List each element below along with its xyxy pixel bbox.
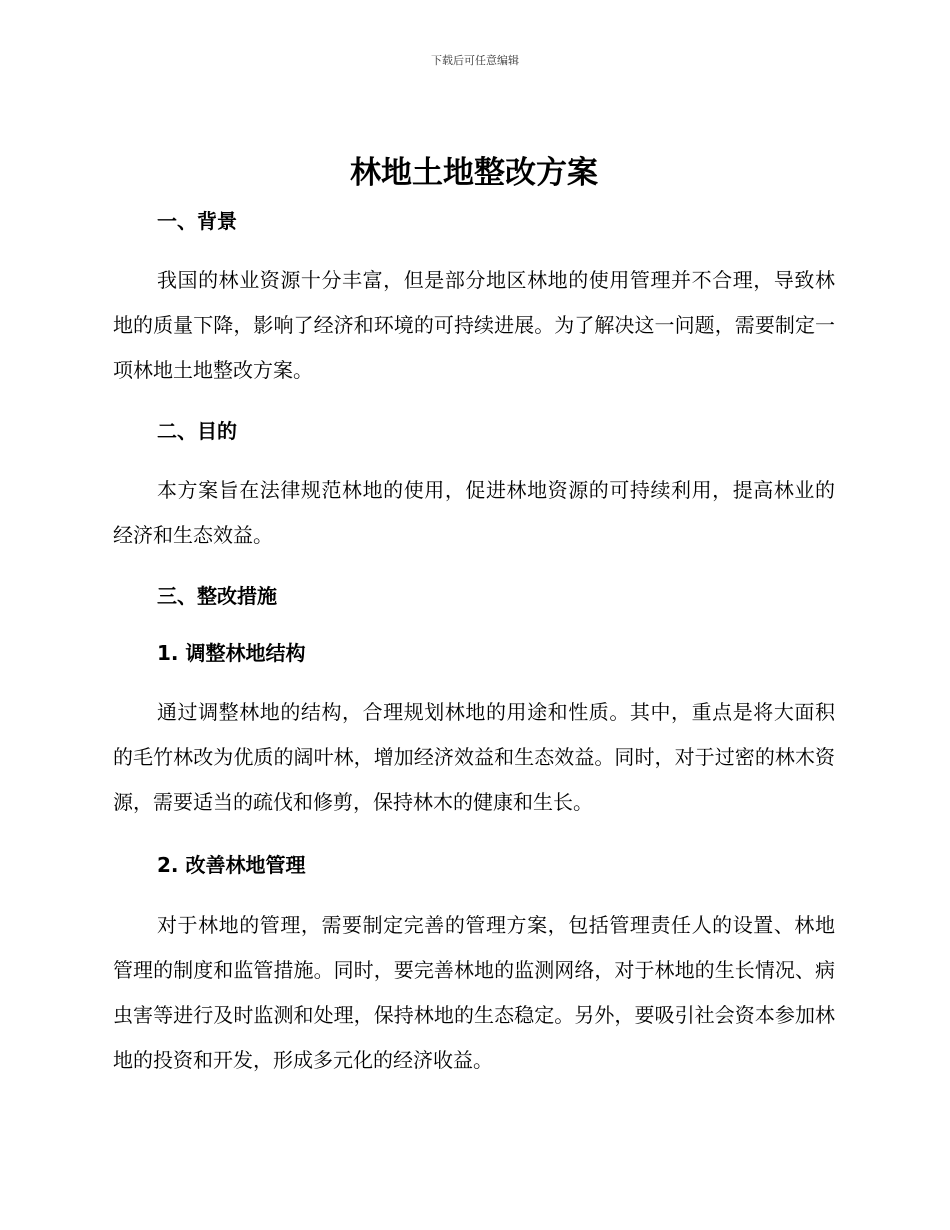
section-heading-background: 一、背景 xyxy=(157,209,237,233)
section-paragraph-background: 我国的林业资源十分丰富，但是部分地区林地的使用管理并不合理，导致林地的质量下降，影响了经济和环境的可持续进展。为了解决这一问题，需要制定一项林地土地整改方案。 xyxy=(113,268,835,382)
section-heading-purpose: 二、目的 xyxy=(157,419,237,443)
subsection-paragraph-improve-management: 对于林地的管理，需要制定完善的管理方案，包括管理责任人的设置、林地管理的制度和监管措施。同时，要完善林地的监测网络，对于林地的生长情况、病虫害等进行及时监测和处理，保持林地的生态稳定。另外，要吸引社会资本参加林地的投资和开发，形成多元化的经济收益。 xyxy=(113,913,835,1072)
subsection-heading-adjust-structure: 1. 调整林地结构 xyxy=(157,641,306,665)
subsection-paragraph-adjust-structure: 通过调整林地的结构，合理规划林地的用途和性质。其中，重点是将大面积的毛竹林改为优质的阔叶林，增加经济效益和生态效益。同时，对于过密的林木资源，需要适当的疏伐和修剪，保持林木的健康和生长。 xyxy=(113,700,835,814)
document-body xyxy=(113,150,835,1083)
subsection-heading-improve-management: 2. 改善林地管理 xyxy=(157,853,306,877)
page-header-note: 下载后可任意编辑 xyxy=(431,54,519,67)
section-heading-measures: 三、整改措施 xyxy=(157,584,277,608)
document-title: 林地土地整改方案 xyxy=(350,155,598,191)
section-paragraph-purpose: 本方案旨在法律规范林地的使用，促进林地资源的可持续利用，提高林业的经济和生态效益。 xyxy=(113,478,835,547)
